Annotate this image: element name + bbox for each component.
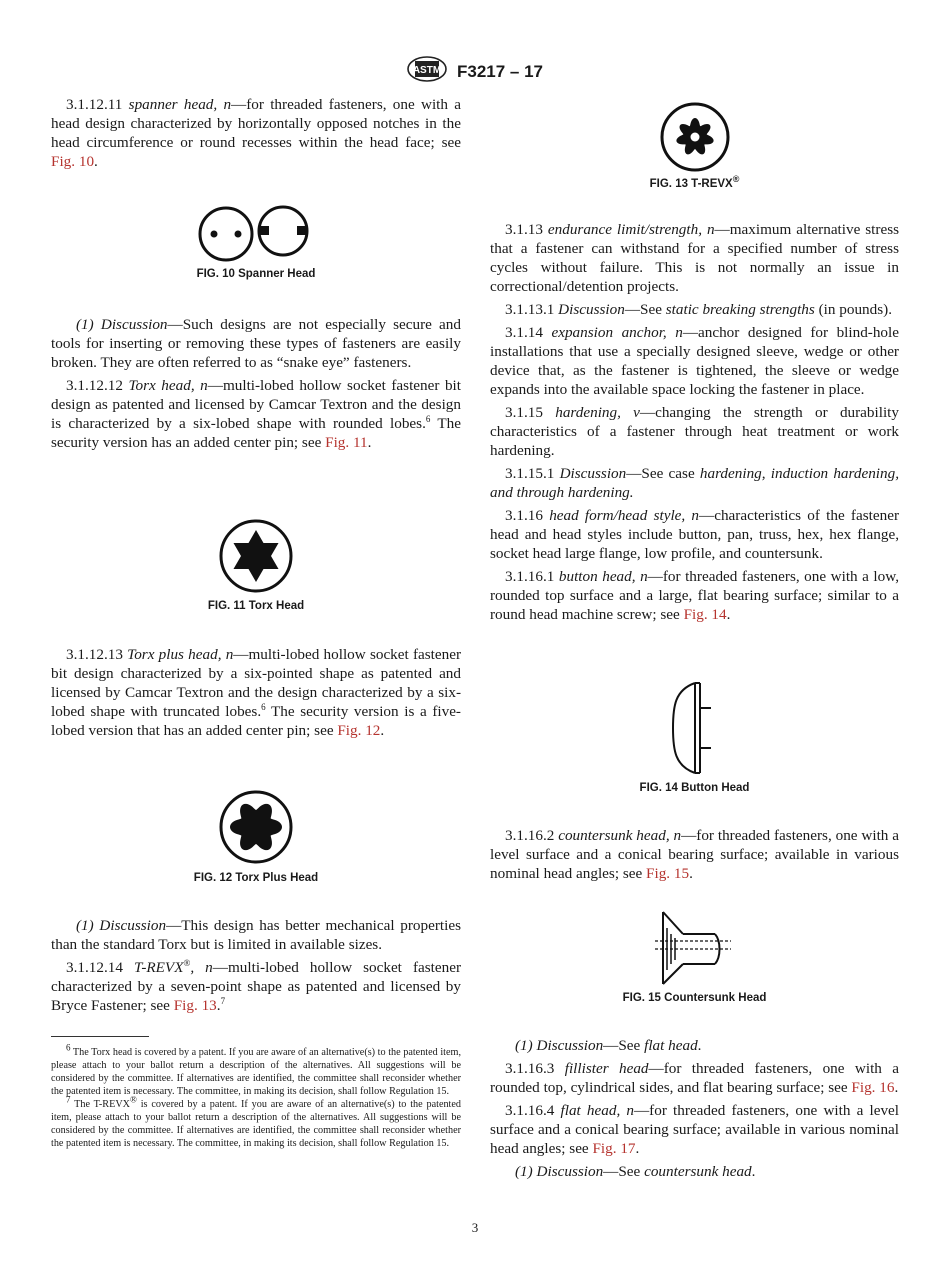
- para-3-1-12-13: 3.1.12.13 Torx plus head, n—multi-lobed hollow socket fastener bit design characterized by a six-pointed shape as patented and licensed by Camcar Textron and the design characterized by a six-lobed shape with truncated lobes.$^6$ The security version is a five-lobed version that has an added center pin; see Fig. 12.: [51, 646, 462, 739]
- para-3-1-15-1: 3.1.15.1 Discussion—See case hardening, induction hardening, and through hardening.: [490, 465, 899, 501]
- figure-13: [490, 101, 899, 178]
- left-column-mid: [51, 315, 461, 452]
- left-column-lower: [51, 645, 461, 740]
- figure-10: [51, 204, 461, 269]
- standard-number: F3217 – 17: [456, 61, 543, 81]
- right-column-bottom: [490, 1036, 899, 1181]
- figure-11: [51, 518, 461, 599]
- right-column: [490, 220, 899, 624]
- para-3-1-15: 3.1.15 hardening, v—changing the strength or durability characteristics of a fastener through heat treatment or work hardening.: [490, 404, 899, 459]
- torx-plus-head-icon: [218, 789, 294, 865]
- discussion-2: (1) Discussion—This design has better mechanical properties than the standard Torx but is limited in available sizes.: [51, 917, 462, 953]
- para-3-1-16-3: 3.1.16.3 fillister head—for threaded fasteners, one with a rounded top, cylindrical sides, and flat bearing surface; see Fig. 16.: [490, 1060, 899, 1096]
- para-3-1-16: 3.1.16 head form/head style, n—characteristics of the fastener head and head styles include button, pan, truss, hex, hex flange, socket head large flange, low profile, and countersunk.: [490, 507, 899, 562]
- fig-17-link[interactable]: Fig. 17: [592, 1140, 636, 1157]
- fig-15-caption: FIG. 15 Countersunk Head: [622, 992, 767, 1004]
- para-3-1-14: 3.1.14 expansion anchor, n—anchor designed for blind-hole installations that use a specially designed sleeve, wedge or other device that, as the fastener is tightened, the sleeve or wedge expands into the available space locking the fastener in place.: [490, 324, 899, 398]
- fig-14-link[interactable]: Fig. 14: [683, 606, 727, 623]
- footnote-6: $^6$ The Torx head is covered by a patent. If you are aware of an alternative(s) to the patented item, please attach to your ballot return a description of the alternatives. All suggestions will be considered by the committee. If alternatives are identified, the committee shall reconsider whether the patented item is necessary. The committee, in making its decision, shall follow Regulation 15.: [51, 1042, 461, 1097]
- page-header: [0, 56, 950, 87]
- fig-12-caption: FIG. 12 Torx Plus Head: [193, 872, 319, 884]
- discussion-3: (1) Discussion—See flat head.: [515, 1037, 702, 1054]
- fig-10-caption: FIG. 10 Spanner Head: [196, 268, 316, 280]
- fig-10-link[interactable]: Fig. 10: [51, 153, 95, 170]
- para-3-1-16-4: 3.1.16.4 flat head, n—for threaded fasteners, one with a level surface and a conical bearing surface; available in various nominal head angles; see Fig. 17.: [490, 1102, 900, 1157]
- footnote-7: $^7$ The T-REVX® is covered by a patent. If you are aware of an alternative(s) to the patented item, please attach to your ballot return a description of the alternatives. All suggestions will be considered by the committee. If alternatives are identified, the committee shall reconsider whether the patented item is necessary. The committee, in making its decision, shall follow Regulation 15.: [51, 1094, 462, 1149]
- fig-12-link[interactable]: Fig. 12: [337, 722, 381, 739]
- button-head-icon: [665, 678, 725, 778]
- para-3-1-12-14: 3.1.12.14 T-REVX®, n—multi-lobed hollow socket fastener characterized by a seven-point shape as patented and licensed by Bryce Fastener; see Fig. 13.$^7$: [51, 957, 462, 1014]
- astm-logo: [407, 56, 447, 87]
- svg-text:ASTM: ASTM: [412, 65, 442, 76]
- spanner-head-icon: [196, 204, 316, 264]
- left-column-bottom: [51, 916, 461, 1015]
- para-3-1-13: 3.1.13 endurance limit/strength, n—maximum alternative stress that a fastener can withstand for a specified number of stress cycles without failure. This is not normally an issue in correctional/detention projects.: [490, 221, 900, 295]
- countersunk-head-icon: [655, 908, 735, 990]
- footnote-rule: [51, 1036, 149, 1037]
- fig-11-link[interactable]: Fig. 11: [325, 434, 368, 451]
- fig-14-caption: FIG. 14 Button Head: [639, 782, 750, 794]
- fig-11-caption: FIG. 11 Torx Head: [207, 600, 305, 612]
- para-3-1-12-11: 3.1.12.11 spanner head, n—for threaded fasteners, one with a head design characterized by horizontally opposed notches in the head circumference or round recesses within the head face; see Fig. 10.: [51, 96, 461, 170]
- fig-13-link[interactable]: Fig. 13: [173, 997, 217, 1014]
- fig-13-caption: FIG. 13 T-REVX®: [649, 174, 740, 190]
- left-column: [51, 95, 461, 171]
- page-number: 3: [471, 1220, 479, 1235]
- figure-12: [51, 789, 461, 870]
- fig-16-link[interactable]: Fig. 16: [851, 1079, 895, 1096]
- torx-head-icon: [218, 518, 294, 594]
- para-3-1-16-2: 3.1.16.2 countersunk head, n—for threaded fasteners, one with a level surface and a conical bearing surface; available in various nominal head angles; see Fig. 15.: [490, 827, 899, 882]
- discussion-4: (1) Discussion—See countersunk head.: [515, 1163, 756, 1180]
- footnotes: [51, 1042, 462, 1150]
- right-column-mid: [490, 826, 899, 883]
- discussion-1: (1) Discussion—Such designs are not especially secure and tools for inserting or removing these types of fasteners are easily broken. They are often referred to as “snake eye” fasteners.: [51, 316, 461, 371]
- para-3-1-12-12: 3.1.12.12 Torx head, n—multi-lobed hollow socket fastener bit design as patented and licensed by Camcar Textron and the design is characterized by a six-lobed shape with rounded lobes.$^6$ The security version has an added center pin; see Fig. 11.: [51, 377, 461, 451]
- t-revx-head-icon: [659, 101, 731, 173]
- para-3-1-13-1: 3.1.13.1 Discussion—See static breaking strengths (in pounds).: [505, 301, 893, 318]
- para-3-1-16-1: 3.1.16.1 button head, n—for threaded fasteners, one with a low, rounded top surface and a large, flat bearing surface; similar to a round head machine screw; see Fig. 14.: [490, 568, 900, 623]
- figure-14: [490, 678, 899, 783]
- fig-15-link[interactable]: Fig. 15: [646, 865, 690, 882]
- figure-15: [490, 908, 899, 995]
